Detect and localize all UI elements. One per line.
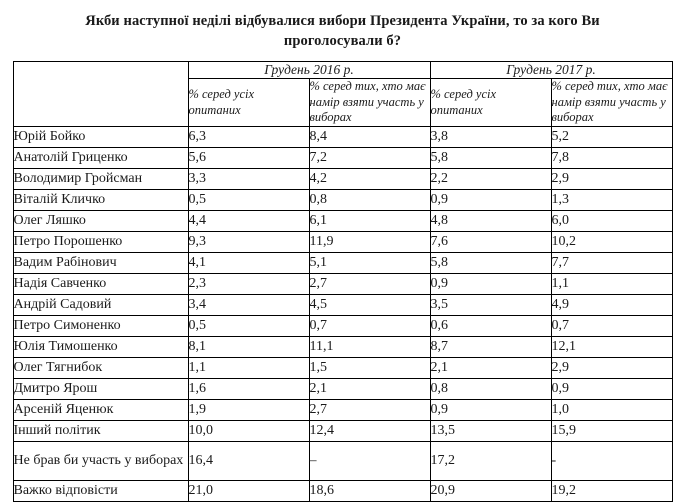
row-label: Анатолій Гриценко — [13, 148, 188, 169]
row-label: Петро Порошенко — [13, 232, 188, 253]
row-value: 15,9 — [551, 421, 672, 442]
row-value: 6,3 — [188, 127, 309, 148]
row-value: 2,7 — [309, 400, 430, 421]
table-row — [13, 358, 672, 379]
row-value: 12,1 — [551, 337, 672, 358]
row-value: 16,4 — [188, 442, 309, 481]
row-label: Віталій Кличко — [13, 190, 188, 211]
table-row — [13, 274, 672, 295]
row-value: 2,9 — [551, 358, 672, 379]
row-value: 2,3 — [188, 274, 309, 295]
row-label: Олег Ляшко — [13, 211, 188, 232]
row-value: 1,1 — [551, 274, 672, 295]
row-value: 0,7 — [309, 316, 430, 337]
table-row — [13, 127, 672, 148]
table-row — [13, 232, 672, 253]
row-value: 7,2 — [309, 148, 430, 169]
row-value: 3,4 — [188, 295, 309, 316]
row-value: 10,2 — [551, 232, 672, 253]
table-row — [13, 481, 672, 502]
row-value: 2,7 — [309, 274, 430, 295]
row-value: 7,6 — [430, 232, 551, 253]
row-value: 12,4 — [309, 421, 430, 442]
row-value: 4,5 — [309, 295, 430, 316]
row-label: Олег Тягнибок — [13, 358, 188, 379]
header-corner-cell — [13, 62, 188, 127]
row-value: 4,2 — [309, 169, 430, 190]
table-row — [13, 253, 672, 274]
table-row — [13, 148, 672, 169]
row-value: 5,8 — [430, 148, 551, 169]
row-value: – — [309, 442, 430, 481]
row-value: 1,6 — [188, 379, 309, 400]
row-value: 0,6 — [430, 316, 551, 337]
header-sub-2017-voters: % серед тих, хто має намір взяти участь у виборах — [551, 79, 672, 127]
row-value: 18,6 — [309, 481, 430, 502]
row-label: Андрій Садовий — [13, 295, 188, 316]
row-value: 9,3 — [188, 232, 309, 253]
row-value: 2,1 — [309, 379, 430, 400]
row-value: 0,5 — [188, 316, 309, 337]
row-label: Юлія Тимошенко — [13, 337, 188, 358]
row-value: 1,0 — [551, 400, 672, 421]
row-value: 0,9 — [430, 400, 551, 421]
header-period-2016: Грудень 2016 р. — [188, 62, 430, 79]
row-label: Не брав би участь у виборах — [13, 442, 188, 481]
row-label: Арсеній Яценюк — [13, 400, 188, 421]
table-row — [13, 169, 672, 190]
row-value: 1,1 — [188, 358, 309, 379]
row-label: Вадим Рабінович — [13, 253, 188, 274]
table-row — [13, 190, 672, 211]
row-label: Дмитро Ярош — [13, 379, 188, 400]
row-value: 20,9 — [430, 481, 551, 502]
row-value: 2,1 — [430, 358, 551, 379]
row-value: 3,3 — [188, 169, 309, 190]
header-sub-2016-voters: % серед тих, хто має намір взяти участь у виборах — [309, 79, 430, 127]
row-value: 0,8 — [309, 190, 430, 211]
row-value: 13,5 — [430, 421, 551, 442]
poll-results-table — [13, 61, 673, 502]
table-row — [13, 337, 672, 358]
row-value: 0,9 — [430, 190, 551, 211]
table-row — [13, 379, 672, 400]
row-value: 6,1 — [309, 211, 430, 232]
row-value: 21,0 — [188, 481, 309, 502]
row-value: 7,8 — [551, 148, 672, 169]
table-body — [13, 127, 672, 502]
row-value: 0,8 — [430, 379, 551, 400]
row-value: 2,9 — [551, 169, 672, 190]
row-value: 0,5 — [188, 190, 309, 211]
table-row — [13, 316, 672, 337]
row-value: 7,7 — [551, 253, 672, 274]
row-value: 4,9 — [551, 295, 672, 316]
table-row — [13, 400, 672, 421]
row-value: 10,0 — [188, 421, 309, 442]
page-title: Якби наступної неділі відбувалися вибори Президента України, то за кого Ви проголосували б? — [85, 13, 600, 49]
row-value: 17,2 — [430, 442, 551, 481]
row-value: 0,9 — [430, 274, 551, 295]
row-label: Важко відповісти — [13, 481, 188, 502]
row-value: 1,9 — [188, 400, 309, 421]
row-value: 1,5 — [309, 358, 430, 379]
row-value: 8,1 — [188, 337, 309, 358]
row-value: 8,4 — [309, 127, 430, 148]
row-value: 8,7 — [430, 337, 551, 358]
row-label: Петро Симоненко — [13, 316, 188, 337]
header-sub-2017-all: % серед усіх опитаних — [430, 79, 551, 127]
row-label: Юрій Бойко — [13, 127, 188, 148]
table-header — [13, 62, 672, 127]
row-value: 4,8 — [430, 211, 551, 232]
row-value: 11,9 — [309, 232, 430, 253]
row-value: - — [551, 442, 672, 481]
header-sub-2016-all: % серед усіх опитаних — [188, 79, 309, 127]
header-row-periods — [13, 62, 672, 79]
table-row — [13, 295, 672, 316]
table-row — [13, 442, 672, 481]
row-value: 5,2 — [551, 127, 672, 148]
row-value: 6,0 — [551, 211, 672, 232]
row-value: 1,3 — [551, 190, 672, 211]
row-value: 4,4 — [188, 211, 309, 232]
row-value: 19,2 — [551, 481, 672, 502]
row-value: 3,8 — [430, 127, 551, 148]
row-value: 2,2 — [430, 169, 551, 190]
row-label: Надія Савченко — [13, 274, 188, 295]
row-label: Володимир Гройсман — [13, 169, 188, 190]
header-period-2017: Грудень 2017 р. — [430, 62, 672, 79]
row-value: 5,1 — [309, 253, 430, 274]
row-value: 4,1 — [188, 253, 309, 274]
row-value: 5,8 — [430, 253, 551, 274]
row-value: 3,5 — [430, 295, 551, 316]
row-value: 0,7 — [551, 316, 672, 337]
table-row — [13, 421, 672, 442]
row-value: 0,9 — [551, 379, 672, 400]
row-label: Інший політик — [13, 421, 188, 442]
table-row — [13, 211, 672, 232]
row-value: 5,6 — [188, 148, 309, 169]
row-value: 11,1 — [309, 337, 430, 358]
